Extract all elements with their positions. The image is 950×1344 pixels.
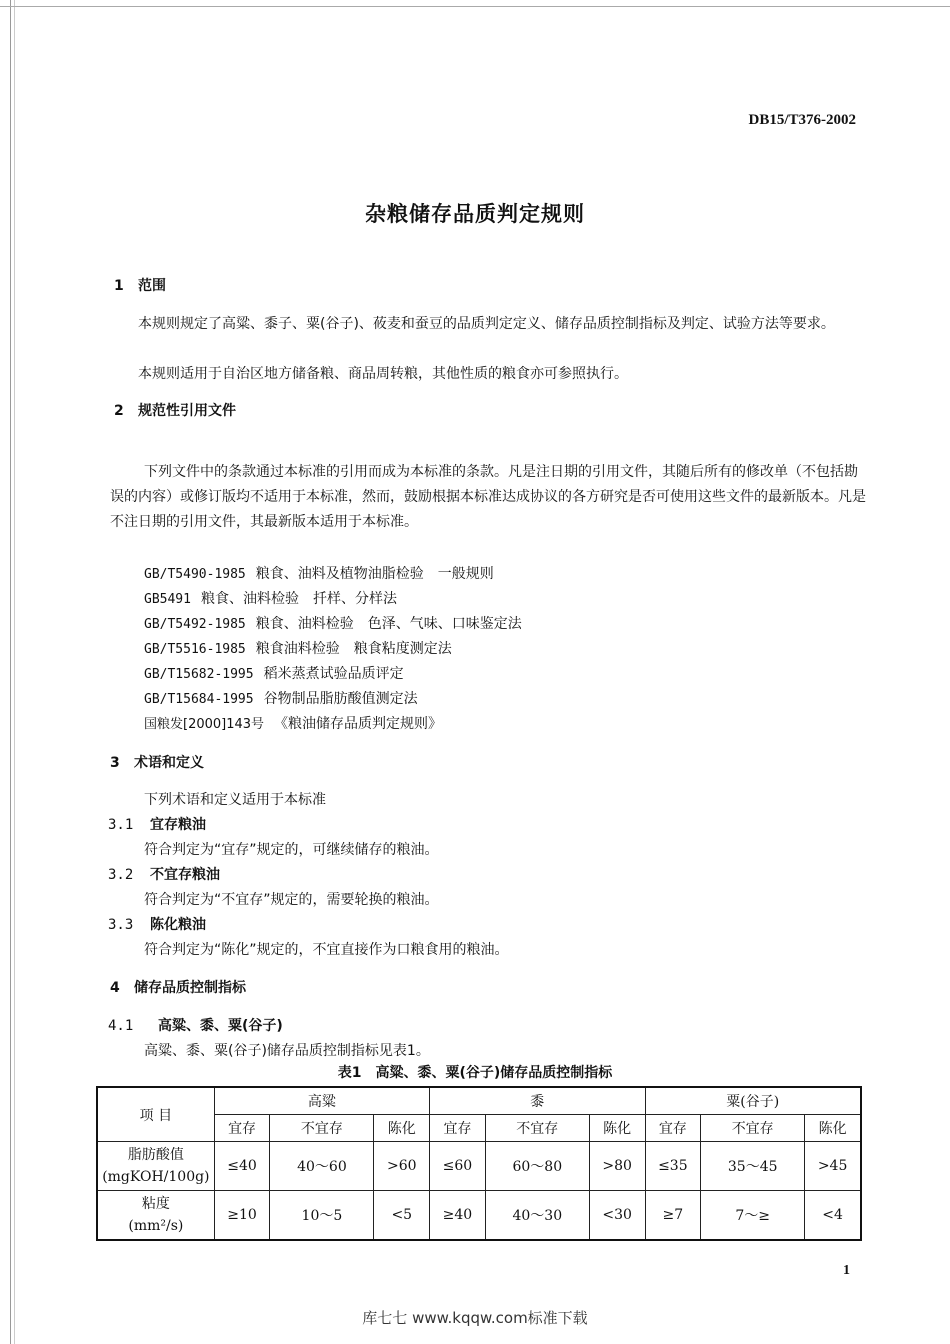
section-3-heading — [110, 752, 204, 772]
section-title: 规范性引用文件 — [138, 403, 236, 419]
item-unit: (mgKOH/100g) — [102, 1169, 210, 1185]
table-cell: ≤60 — [430, 1142, 486, 1191]
section-title: 术语和定义 — [134, 755, 204, 771]
term-number: 3.1 — [108, 817, 134, 833]
item-header: 项 目 — [97, 1087, 214, 1142]
group-header: 黍 — [430, 1087, 645, 1115]
item-name: 脂肪酸值 — [127, 1147, 184, 1163]
section-number: 3 — [110, 755, 120, 771]
subheader: 宜存 — [214, 1115, 270, 1142]
table-row — [97, 1142, 861, 1191]
reference-code: GB/T5516-1985 — [144, 642, 246, 657]
reference-name: 稻米蒸煮试验品质评定 — [263, 666, 404, 682]
table-cell: <4 — [805, 1191, 861, 1241]
subheader: 不宜存 — [485, 1115, 589, 1142]
row-item — [97, 1142, 214, 1191]
section-title: 范围 — [138, 278, 166, 294]
term-definition: 符合判定为“陈化”规定的，不宜直接作为口粮食用的粮油。 — [144, 942, 509, 958]
document-code: DB15/T376-2002 — [748, 112, 856, 128]
group-header: 高粱 — [214, 1087, 429, 1115]
subsection-4-1-text: 高粱、黍、粟(谷子)储存品质控制指标见表1。 — [144, 1043, 430, 1059]
term-title: 陈化粮油 — [150, 917, 206, 933]
reference-name: 粮食、油料及植物油脂检验 一般规则 — [255, 566, 494, 582]
reference-item — [144, 713, 442, 733]
reference-item — [144, 638, 452, 658]
subsection-4-1-heading — [108, 1015, 283, 1035]
item-unit: (mm²/s) — [128, 1218, 184, 1234]
reference-code: GB/T5490-1985 — [144, 567, 246, 582]
table-cell: 10～5 — [270, 1191, 374, 1241]
item-name: 粘度 — [141, 1196, 170, 1212]
table-cell: 7～≥ — [701, 1191, 805, 1241]
scan-edge-top — [0, 6, 950, 7]
section-3-intro: 下列术语和定义适用于本标准 — [144, 792, 326, 808]
table-cell: 40～60 — [270, 1142, 374, 1191]
subheader: 宜存 — [430, 1115, 486, 1142]
subheader: 陈化 — [805, 1115, 861, 1142]
term-definition: 符合判定为“不宜存”规定的，需要轮换的粮油。 — [144, 892, 439, 908]
term-title: 宜存粮油 — [150, 817, 206, 833]
row-item — [97, 1191, 214, 1241]
section-number: 4 — [110, 980, 120, 996]
reference-item — [144, 613, 522, 633]
table-caption: 表1 高粱、黍、粟(谷子)储存品质控制指标 — [337, 1065, 613, 1081]
group-header: 粟(谷子) — [645, 1087, 861, 1115]
section-1-paragraph-2: 本规则适用于自治区地方储备粮、商品周转粮，其他性质的粮食亦可参照执行。 — [138, 366, 628, 382]
section-4-heading — [110, 977, 246, 997]
section-number: 1 — [114, 278, 124, 294]
quality-control-table — [96, 1086, 862, 1241]
table-group-header-row — [97, 1087, 861, 1115]
reference-name: 粮食油料检验 粮食粘度测定法 — [255, 641, 452, 657]
term-number: 3.2 — [108, 867, 134, 883]
table-cell: 35～45 — [701, 1142, 805, 1191]
term-definition: 符合判定为“宜存”规定的，可继续储存的粮油。 — [144, 842, 439, 858]
section-number: 2 — [114, 403, 124, 419]
reference-code: GB5491 — [144, 592, 191, 607]
page-number: 1 — [843, 1263, 850, 1278]
subheader: 宜存 — [645, 1115, 701, 1142]
term-number: 3.3 — [108, 917, 134, 933]
reference-code: 国粮发[2000]143号 — [144, 717, 265, 732]
reference-name: 粮食、油料检验 色泽、气味、口味鉴定法 — [255, 616, 522, 632]
table-cell: <5 — [374, 1191, 430, 1241]
reference-code: GB/T15682-1995 — [144, 667, 254, 682]
footer-watermark: 库七七 www.kqqw.com标准下载 — [362, 1309, 588, 1327]
table-cell: 40～30 — [485, 1191, 589, 1241]
table-cell: ≥10 — [214, 1191, 270, 1241]
reference-name: 粮食、油料检验 扦样、分样法 — [200, 591, 397, 607]
term-heading — [108, 814, 206, 834]
reference-name: 《粮油储存品质判定规则》 — [274, 716, 443, 732]
section-title: 储存品质控制指标 — [134, 980, 246, 996]
reference-code: GB/T15684-1995 — [144, 692, 254, 707]
table-cell: >45 — [805, 1142, 861, 1191]
reference-item — [144, 663, 404, 683]
reference-name: 谷物制品脂肪酸值测定法 — [263, 691, 418, 707]
reference-item — [144, 588, 397, 608]
term-title: 不宜存粮油 — [150, 867, 220, 883]
table-cell: <30 — [589, 1191, 645, 1241]
table-cell: ≤40 — [214, 1142, 270, 1191]
subheader: 陈化 — [589, 1115, 645, 1142]
term-heading — [108, 914, 206, 934]
subheader: 不宜存 — [701, 1115, 805, 1142]
section-1-paragraph-1: 本规则规定了高粱、黍子、粟(谷子)、莜麦和蚕豆的品质判定定义、储存品质控制指标及判定、试验方法等要求。 — [138, 316, 835, 332]
reference-code: GB/T5492-1985 — [144, 617, 246, 632]
subsection-title: 高粱、黍、粟(谷子) — [158, 1018, 283, 1034]
subheader: 陈化 — [374, 1115, 430, 1142]
section-1-heading — [114, 275, 166, 295]
section-2-paragraph: 下列文件中的条款通过本标准的引用而成为本标准的条款。凡是注日期的引用文件，其随后所有的修改单（不包括勘误的内容）或修订版均不适用于本标准，然而，鼓励根据本标准达成协议的各方研究是否可使用这些文件的最新版本。凡是不注日期的引用文件，其最新版本适用于本标准。 — [110, 464, 866, 530]
table-cell: ≤35 — [645, 1142, 701, 1191]
table-cell: >60 — [374, 1142, 430, 1191]
subheader: 不宜存 — [270, 1115, 374, 1142]
section-2-heading — [114, 400, 236, 420]
table-row — [97, 1191, 861, 1241]
subsection-number: 4.1 — [108, 1018, 134, 1034]
table-cell: ≥7 — [645, 1191, 701, 1241]
reference-item — [144, 563, 494, 583]
table-cell: >80 — [589, 1142, 645, 1191]
table-cell: 60～80 — [485, 1142, 589, 1191]
term-heading — [108, 864, 220, 884]
reference-item — [144, 688, 418, 708]
table-cell: ≥40 — [430, 1191, 486, 1241]
document-title: 杂粮储存品质判定规则 — [365, 202, 585, 226]
